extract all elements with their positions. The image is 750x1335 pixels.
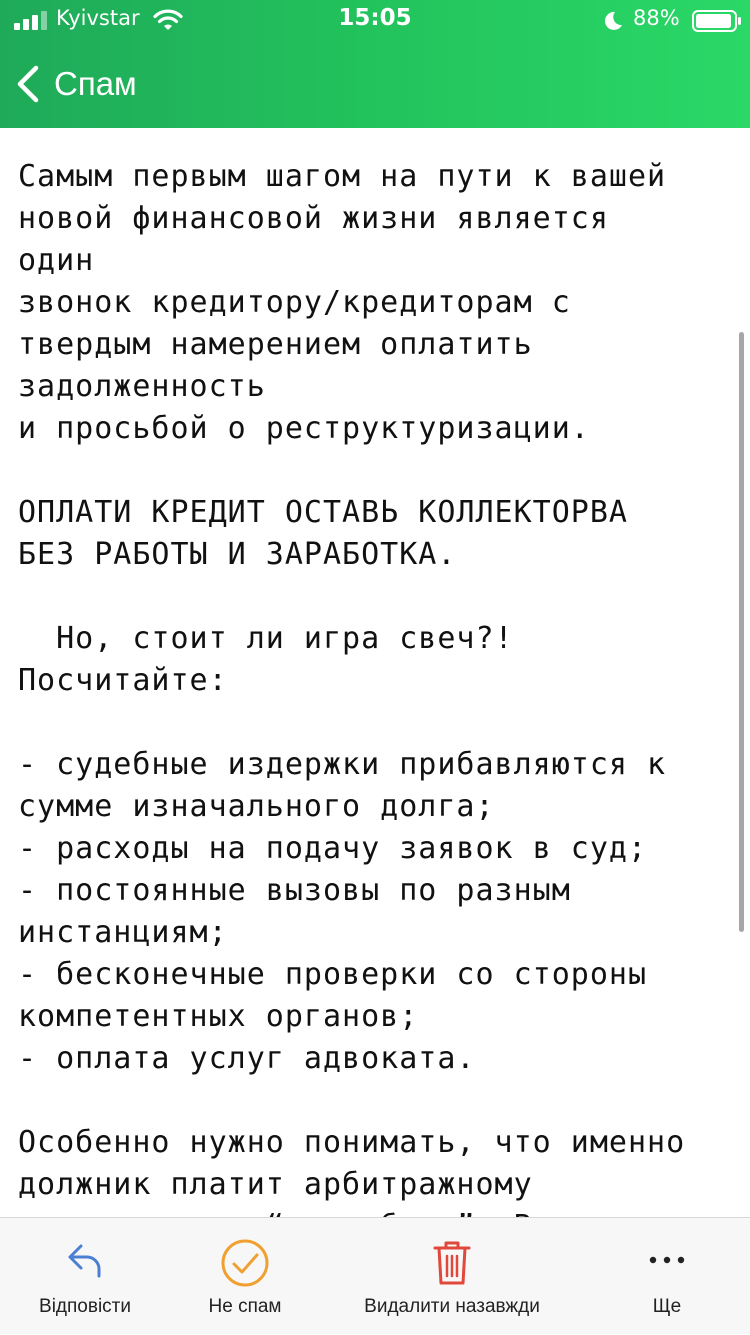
clock: 15:05 [338,5,412,31]
status-bar [0,0,750,40]
battery-percentage: 88% [633,6,680,30]
wifi-icon [152,8,184,32]
scrollbar[interactable] [739,332,744,932]
delete-forever-button[interactable] [345,1218,559,1335]
message-content[interactable] [0,128,750,1217]
checkmark-circle-icon [220,1238,270,1288]
app-header [0,0,750,128]
not-spam-button[interactable] [185,1218,305,1335]
more-label: Ще [652,1296,682,1317]
message-body: Самым первым шагом на пути к вашей новой финансовой жизни является один звонок кредитору/кредиторам с твердым намерением оплатить задолженность и просьбой о реструктуризации. ОПЛАТИ КРЕДИТ ОСТАВЬ КОЛЛЕКТОРВА БЕЗ РАБОТЫ И ЗАРАБОТКА. Но, стоит ли игра свеч?! Посчитайте: - судебные издержки прибавляются к сумме изначального долга; - расходы на подачу заявок в суд; - постоянные вызовы по разным инстанциям; - бесконечные проверки со стороны компетентных органов; - оплата услуг адвоката. Особенно нужно понимать, что именно должник платит арбитражному [18,159,686,1202]
chevron-left-icon [14,64,42,104]
carrier-name: Kyivstar [56,6,140,30]
trash-icon [432,1240,472,1286]
do-not-disturb-moon-icon [602,10,624,32]
more-dots-icon [647,1240,687,1280]
bottom-toolbar [0,1217,750,1334]
cellular-signal-icon [14,10,52,30]
reply-icon [65,1240,105,1280]
battery-icon [692,10,742,32]
back-button[interactable] [14,58,164,110]
delete-forever-label: Видалити назавжди [364,1296,540,1317]
more-button[interactable] [612,1218,722,1335]
reply-button[interactable] [20,1218,150,1335]
back-button-label: Спам [54,65,137,102]
reply-label: Відповісти [39,1296,131,1317]
not-spam-label: Не спам [208,1296,282,1317]
